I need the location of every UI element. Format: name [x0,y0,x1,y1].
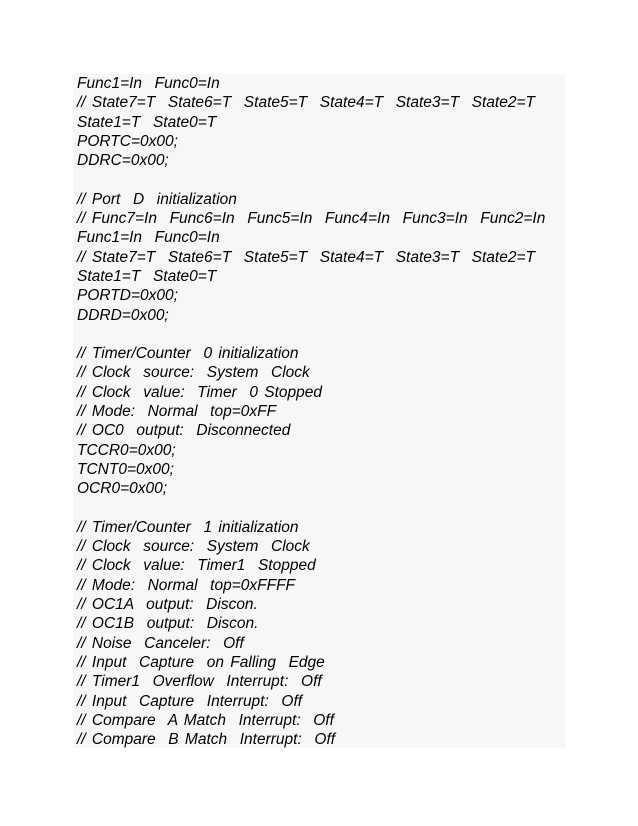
code-block [73,74,565,748]
code-line: // OC1A output: Discon. [77,596,258,614]
blank-line [77,325,545,344]
code-line: PORTC=0x00; [77,132,178,150]
code-line: // Clock source: System Clock [77,538,310,556]
code-line: // Compare B Match Interrupt: Off [77,731,336,749]
code-line: // State7=T State6=T State5=T State4=T State3=T State2=T [77,94,535,112]
code-line: PORTD=0x00; [77,287,178,305]
code-line: // Compare A Match Interrupt: Off [77,711,334,729]
code-line: TCCR0=0x00; [77,441,176,459]
code-line: DDRD=0x00; [77,306,169,324]
code-lines [77,74,545,749]
code-line: // Noise Canceler: Off [77,634,244,652]
code-line: // Clock value: Timer1 Stopped [77,557,316,575]
code-line: // Func7=In Func6=In Func5=In Func4=In Func3=In Func2=In [77,210,546,228]
code-line: // State7=T State6=T State5=T State4=T State3=T State2=T [77,248,535,266]
code-line: // Mode: Normal top=0xFF [77,403,277,421]
code-line: // Clock source: System Clock [77,364,310,382]
code-line: // Timer/Counter 1 initialization [77,518,299,536]
code-line: Func1=In Func0=In [77,229,220,247]
code-line: // Timer/Counter 0 initialization [77,345,299,363]
code-line: TCNT0=0x00; [77,460,174,478]
code-line: // Port D initialization [77,190,237,208]
code-line: OCR0=0x00; [77,480,168,498]
code-line: Func1=In Func0=In [77,75,220,92]
code-line: // Clock value: Timer 0 Stopped [77,383,323,401]
code-line: // Input Capture Interrupt: Off [77,692,303,710]
code-line: // OC0 output: Disconnected [77,422,291,440]
code-line: // OC1B output: Discon. [77,615,259,633]
code-line: DDRC=0x00; [77,152,169,170]
code-line: // Timer1 Overflow Interrupt: Off [77,673,322,691]
code-line: State1=T State0=T [77,113,217,131]
code-line: // Input Capture on Falling Edge [77,653,325,671]
code-line: // Mode: Normal top=0xFFFF [77,576,296,594]
blank-line [77,499,545,518]
blank-line [77,170,545,189]
code-line: State1=T State0=T [77,267,217,285]
